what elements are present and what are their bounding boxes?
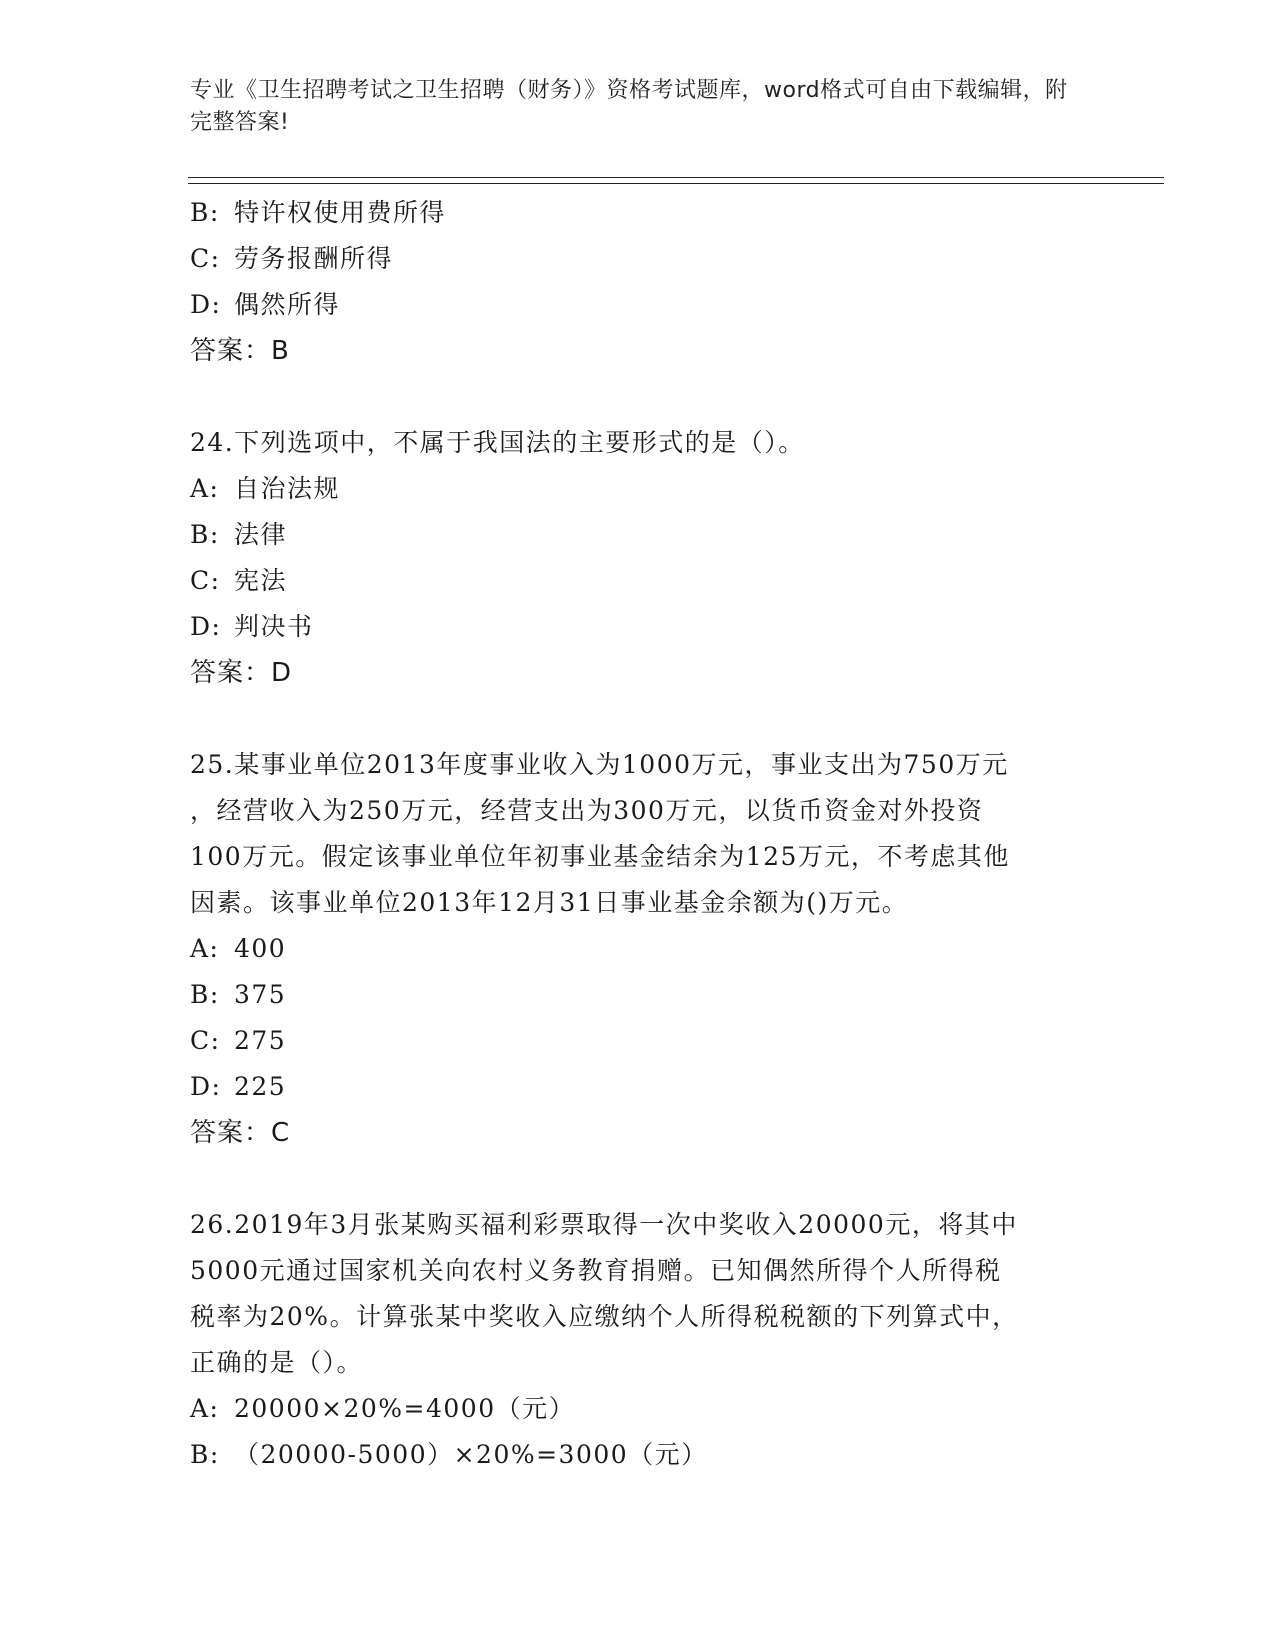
option-text: 225 [234, 1072, 287, 1101]
question-line: 25.某事业单位2013年度事业收入为1000万元，事业支出为750万元 [190, 750, 1009, 779]
option-a [190, 926, 1090, 972]
spacer [190, 696, 1090, 742]
header-divider-bottom [188, 183, 1164, 184]
option-text: 特许权使用费所得 [234, 198, 447, 227]
option-c [190, 236, 1090, 282]
header-divider-top [188, 177, 1164, 178]
question-line: 26.2019年3月张某购买福利彩票取得一次中奖收入20000元，将其中 [190, 1210, 1018, 1239]
answer: 答案：B [190, 336, 290, 366]
option-letter: A: [190, 474, 220, 503]
option-a [190, 466, 1090, 512]
question-line: 正确的是（）。 [190, 1348, 364, 1377]
option-letter: A: [190, 934, 220, 963]
option-b [190, 190, 1090, 236]
spacer [190, 374, 1090, 420]
option-b [190, 1432, 1090, 1478]
option-d [190, 282, 1090, 328]
option-letter: D: [190, 612, 222, 641]
option-d [190, 1064, 1090, 1110]
option-text: 偶然所得 [234, 290, 341, 319]
spacer [190, 1156, 1090, 1202]
option-letter: D: [190, 290, 222, 319]
option-text: 375 [234, 980, 287, 1009]
answer: 答案：C [190, 1118, 291, 1148]
header-text: 专业《卫生招聘考试之卫生招聘（财务）》资格考试题库，word格式可自由下载编辑，附完整答案! [190, 78, 1068, 135]
option-letter: A: [190, 1394, 220, 1423]
question-line: 因素。该事业单位2013年12月31日事业基金余额为()万元。 [190, 888, 909, 917]
option-letter: C: [190, 244, 221, 273]
option-text: 宪法 [234, 566, 288, 595]
question-line: 5000元通过国家机关向农村义务教育捐赠。已知偶然所得个人所得税 [190, 1256, 1002, 1285]
option-text: 判决书 [234, 612, 314, 641]
option-b [190, 512, 1090, 558]
option-text: 400 [234, 934, 287, 963]
option-b [190, 972, 1090, 1018]
option-text: 275 [234, 1026, 287, 1055]
option-letter: C: [190, 1026, 221, 1055]
option-a [190, 1386, 1090, 1432]
question-23 [190, 190, 1090, 374]
option-c [190, 558, 1090, 604]
question-25 [190, 742, 1090, 1156]
option-text: 劳务报酬所得 [234, 244, 394, 273]
option-text: 自治法规 [234, 474, 341, 503]
question-line: 税率为20%。计算张某中奖收入应缴纳个人所得税税额的下列算式中， [190, 1302, 1019, 1331]
option-letter: D: [190, 1072, 222, 1101]
option-text: 20000×20%=4000（元） [234, 1394, 576, 1423]
option-text: （20000-5000）×20%=3000（元） [234, 1440, 708, 1469]
question-26 [190, 1202, 1090, 1478]
option-letter: B: [190, 198, 220, 227]
option-letter: B: [190, 1440, 220, 1469]
option-letter: B: [190, 980, 220, 1009]
answer: 答案：D [190, 658, 293, 688]
question-24 [190, 420, 1090, 696]
document-body [190, 190, 1090, 1478]
option-text: 法律 [234, 520, 288, 549]
question-text: 24.下列选项中，不属于我国法的主要形式的是（）。 [190, 428, 805, 457]
question-line: ，经营收入为250万元，经营支出为300万元，以货币资金对外投资 [190, 796, 984, 825]
option-d [190, 604, 1090, 650]
option-letter: C: [190, 566, 221, 595]
option-c [190, 1018, 1090, 1064]
option-letter: B: [190, 520, 220, 549]
question-line: 100万元。假定该事业单位年初事业基金结余为125万元，不考虑其他 [190, 842, 1010, 871]
page-header [190, 75, 1090, 139]
